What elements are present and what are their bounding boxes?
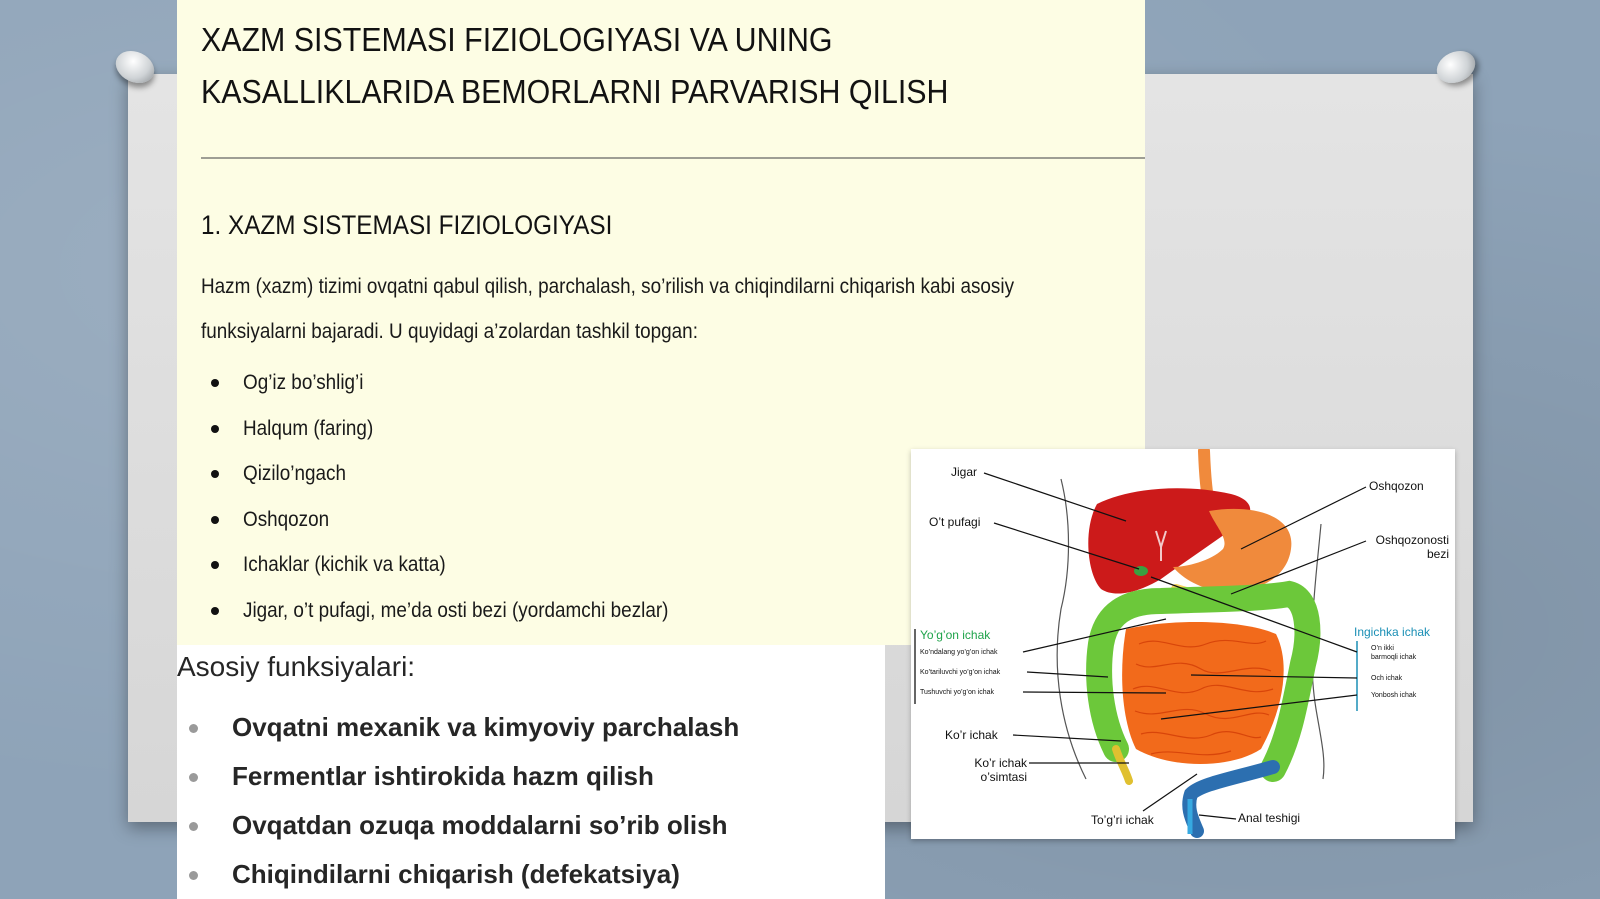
label-transverse-colon: Ko’ndalang yo’g’on ichak — [920, 649, 998, 656]
bullet-icon — [189, 773, 198, 782]
label-appendix: Ko’r ichak o’simtasi — [974, 756, 1027, 784]
functions-title: Asosiy funksiyalari: — [177, 651, 416, 682]
list-item: Chiqindilarni chiqarish (defekatsiya) — [177, 850, 739, 899]
slide-title: XAZM SISTEMASI FIZIOLOGIYASI VA UNING KASALLIKLARIDA BEMORLARNI PARVARISH QILISH — [201, 21, 949, 110]
label-large-intestine: Yo’g’on ichak — [920, 628, 991, 642]
list-item: Og’iz bo’shlig’i — [201, 360, 716, 406]
label-rectum: To’g’ri ichak — [1091, 813, 1154, 827]
label-stomach: Oshqozon — [1369, 479, 1424, 493]
list-item: Qizilo’ngach — [201, 451, 716, 497]
label-gallbladder: O’t pufagi — [929, 515, 981, 529]
label-small-intestine: Ingichka ichak — [1354, 625, 1431, 639]
label-ileum: Yonbosh ichak — [1371, 692, 1417, 699]
intro-paragraph: Hazm (xazm) tizimi ovqatni qabul qilish, parchalash, so’rilish va chiqindilarni chiqarish kabi asosiy funksiyalarni bajaradi. U quyidagi a’zolardan tashkil topgan: — [201, 275, 1015, 343]
bullet-icon — [211, 425, 219, 433]
bullet-icon — [211, 470, 219, 478]
bullet-icon — [189, 724, 198, 733]
label-anus: Anal teshigi — [1238, 811, 1301, 825]
label-jejunum: Och ichak — [1371, 675, 1403, 682]
list-item: Halqum (faring) — [201, 406, 716, 452]
bullet-icon — [211, 561, 219, 569]
label-liver: Jigar — [951, 465, 978, 479]
label-duodenum: O’n ikki barmoqli ichak — [1371, 645, 1417, 661]
functions-list — [177, 703, 739, 899]
organ-list — [201, 360, 716, 633]
bullet-icon — [189, 871, 198, 880]
list-item: Ovqatni mexanik va kimyoviy parchalash — [177, 703, 739, 752]
bullet-icon — [189, 822, 198, 831]
title-divider — [201, 157, 1145, 159]
label-descending-colon: Tushuvchi yo’g’on ichak — [920, 689, 995, 696]
list-item: Ichaklar (kichik va katta) — [201, 542, 716, 588]
bullet-icon — [211, 379, 219, 387]
list-item: Jigar, o’t pufagi, me’da osti bezi (yordamchi bezlar) — [201, 588, 716, 634]
digestive-system-diagram — [911, 449, 1455, 839]
bullet-icon — [211, 607, 219, 615]
bullet-icon — [211, 516, 219, 524]
section-title: 1. XAZM SISTEMASI FIZIOLOGIYASI — [201, 210, 613, 240]
label-pancreas: Oshqozonosti bezi — [1375, 533, 1449, 561]
list-item: Oshqozon — [201, 497, 716, 543]
functions-panel — [177, 645, 885, 899]
list-item: Ovqatdan ozuqa moddalarni so’rib olish — [177, 801, 739, 850]
label-ascending-colon: Ko’tariluvchi yo’g’on ichak — [920, 669, 1001, 676]
list-item: Fermentlar ishtirokida hazm qilish — [177, 752, 739, 801]
label-cecum: Ko’r ichak — [945, 728, 998, 742]
